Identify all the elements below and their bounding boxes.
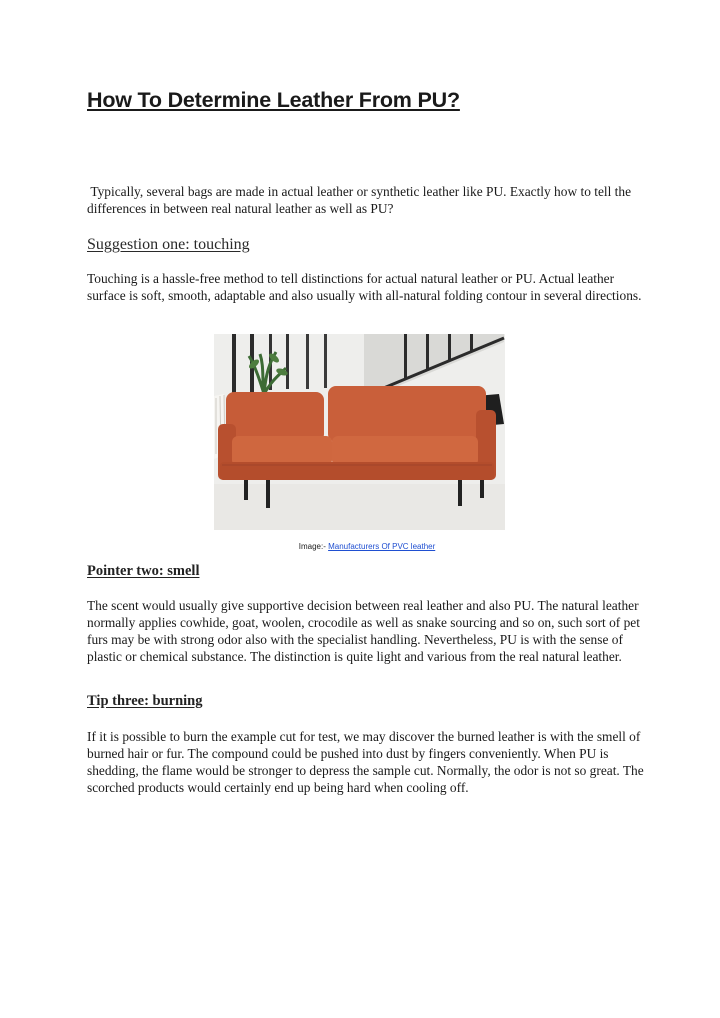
section-body-touching: Touching is a hassle-free method to tell distinctions for actual natural leather or PU. Actual leather surface is soft, smooth, adaptable and also usually with all-natural folding contour in several directions. [87, 271, 642, 303]
sofa-photo [214, 334, 505, 530]
image-caption [87, 542, 647, 551]
section-heading-touching: Suggestion one: touching [87, 236, 250, 253]
page-title: How To Determine Leather From PU? [87, 88, 460, 112]
caption-prefix: Image:- [298, 542, 329, 551]
section-body-burning: If it is possible to burn the example cut for test, we may discover the burned leather is with the smell of burned hair or fur. The compound could be pushed into dust by fingers conveniently. When PU is shedding, the flame would be stronger to depress the sample cut. Normally, the odor is not so great. The scorched products would certainly end up being hard when cooling off. [87, 729, 644, 795]
section-heading-smell: Pointer two: smell [87, 563, 200, 579]
caption-link[interactable]: Manufacturers Of PVC leather [328, 542, 436, 551]
intro-paragraph: Typically, several bags are made in actual leather or synthetic leather like PU. Exactly how to tell the differences in between real natural leather as well as PU? [87, 184, 635, 216]
section-heading-burning: Tip three: burning [87, 693, 203, 709]
sofa-illustration [214, 334, 505, 530]
section-body-smell: The scent would usually give supportive decision between real leather and also PU. The natural leather normally applies cowhide, goat, woolen, crocodile as well as snake sourcing and so on, such sort of pet furs may be with strong odor also with the specialist handling. Nevertheless, PU is with the sense of plastic or chemical substance. The distinction is quite light and various from the real natural leather. [87, 598, 640, 664]
